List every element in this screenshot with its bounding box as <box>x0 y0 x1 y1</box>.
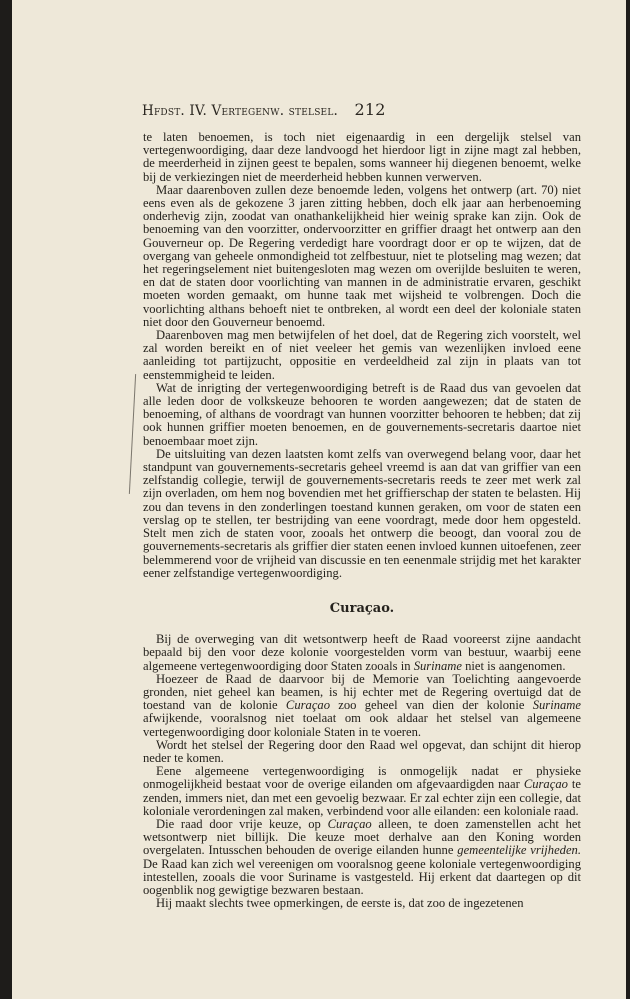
paragraph: Wordt het stelsel der Regering door den Raad wel opgevat, dan schijnt dit hierop neder te komen. <box>143 737 581 765</box>
paragraph: Die raad door vrije keuze, op Curaçao alleen, te doen zamenstellen acht het wetsontwerp niet billijk. Die keuze moet derhalve aan den Koning worden overgelaten. Intusschen behouden de overige eilanden hunne gemeentelijke vrijheden. De Raad kan zich wel vereenigen om vooralsnog geene koloniale vertegenwoordiging intestellen, zooals die voor Suriname is vastgesteld. Hij erkent dat daartegen op dit oogenblik nog gewigtige bezwaren bestaan. <box>143 816 582 897</box>
paragraph: Hoezeer de Raad de daarvoor bij de Memorie van Toelichting aangevoerde gronden, niet geheel kan beamen, is hij echter met de Regering overtuigd dat de toestand van de kolonie Curaçao zoo geheel van dien der kolonie Suriname afwijkende, vooralsnog niet toelaat om ook aldaar het stelsel van algemeene vertegenwoordiging door koloniale Staten in te voeren. <box>143 671 581 739</box>
running-header <box>142 100 386 119</box>
paragraph: Eene algemeene vertegenwoordiging is onmogelijk nadat er physieke onmogelijkheid bestaat voor de overige eilanden om afgevaardigden naar Curaçao te zenden, immers niet, dan met een gevoelig bezwaar. Er zal echter zijn een collegie, dat koloniale verordeningen zal maken, verbindend voor alle eilanden: een koloniale raad. <box>143 764 581 818</box>
chapter-label: Hfdst. IV. <box>142 103 207 119</box>
paragraph: Wat de inrigting der vertegenwoordiging betreft is de Raad dus van gevoelen dat alle leden door de volkskeuze behooren te worden aangewezen; dat de staten de benoeming, of althans de voordragt van hunnen voorzitter behooren te hebben; dat zij ook hunnen griffier moeten benoemen, en de gouvernements-secretaris daartoe niet benoembaar moet zijn. <box>143 380 581 448</box>
body-text <box>143 131 581 910</box>
document-page <box>12 0 626 999</box>
margin-pencil-mark <box>129 374 136 494</box>
paragraph: De uitsluiting van dezen laatsten komt zelfs van overwegend belang voor, daar het standpunt van gouvernements-secretaris geheel vreemd is aan dat van griffier van een zelfstandig collegie, terwijl de gouvernements-secretaris reeds te zeer met werk zal zijn overladen, om hem nog bovendien met het griffierschap der staten te belasten. Hij zou dan tevens in den zonderlingen toestand kunnen geraken, om voor de staten een verslag op te stellen, ter bestrijding van eene voordragt, mede door hem opgesteld. Stelt men zich de staten voor, zooals het ontwerp die beoogt, dan vooral zou de gouvernements-secretaris als griffier dier staten eenen invloed kunnen uitoefenen, zeer belemmerend voor de vrijheid van discussie en ten eenenmale strijdig met het karakter eener zelfstandige vertegenwoordiging. <box>143 446 581 580</box>
paragraph: Maar daarenboven zullen deze benoemde leden, volgens het ontwerp (art. 70) niet eens even als de gekozene 3 jaren zitting hebben, doch elk jaar aan herbenoeming onderhevig zijn, zoodat van onathankelijkheid hier weinig sprake kan zijn. Ook de benoeming van den voorzitter, ondervoorzitter en griffier draagt het ontwerp aan den Gouverneur op. De Regering verdedigt hare voordragt door er op te wijzen, dat de overgang van geheele onmondigheid tot zelfbestuur, niet te plotseling mag wezen; dat het regeringselement niet buitengesloten mag wezen om overijlde besluiten te weren, en dat de staten door voorlichting van mannen in de administratie ervaren, geschikt moeten worden gemaakt, om hunne taak met wijsheid te volbrengen. Doch die voorlichting althans behoeft niet te ontbreken, al wordt een deel der koloniale staten niet door den Gouverneur benoemd. <box>143 182 581 329</box>
chapter-topic: Vertegenw. stelsel. <box>211 103 338 119</box>
page-number: 212 <box>354 100 386 119</box>
paragraph: Bij de overweging van dit wetsontwerp heeft de Raad vooreerst zijne aandacht bepaald bij den voor deze kolonie voorgestelden vorm van bestuur, waarbij eene algemeene vertegenwoordiging door Staten zooals in Suriname niet is aangenomen. <box>143 632 581 673</box>
paragraph: Daarenboven mag men betwijfelen of het doel, dat de Regering zich voorstelt, wel zal worden bereikt en of niet veeleer het gemis van wezenlijken invloed eene aanleiding tot partijzucht, oppositie en verdeeldheid zal zijn in plaats van tot eenstemmigheid te leiden. <box>143 328 581 382</box>
paragraph: te laten benoemen, is toch niet eigenaardig in een dergelijk stelsel van vertegenwoordiging, daar deze landvoogd het hierdoor ligt in zijne magt zal hebben, de meerderheid in zijnen geest te bepalen, soms wanneer hij diegenen benoemt, welke bij de verkiezingen niet de meerderheid hebben kunnen verwerven. <box>143 130 581 184</box>
section-title: Curaçao. <box>329 600 395 616</box>
paragraph: Hij maakt slechts twee opmerkingen, de eerste is, dat zoo de ingezetenen <box>156 896 524 911</box>
